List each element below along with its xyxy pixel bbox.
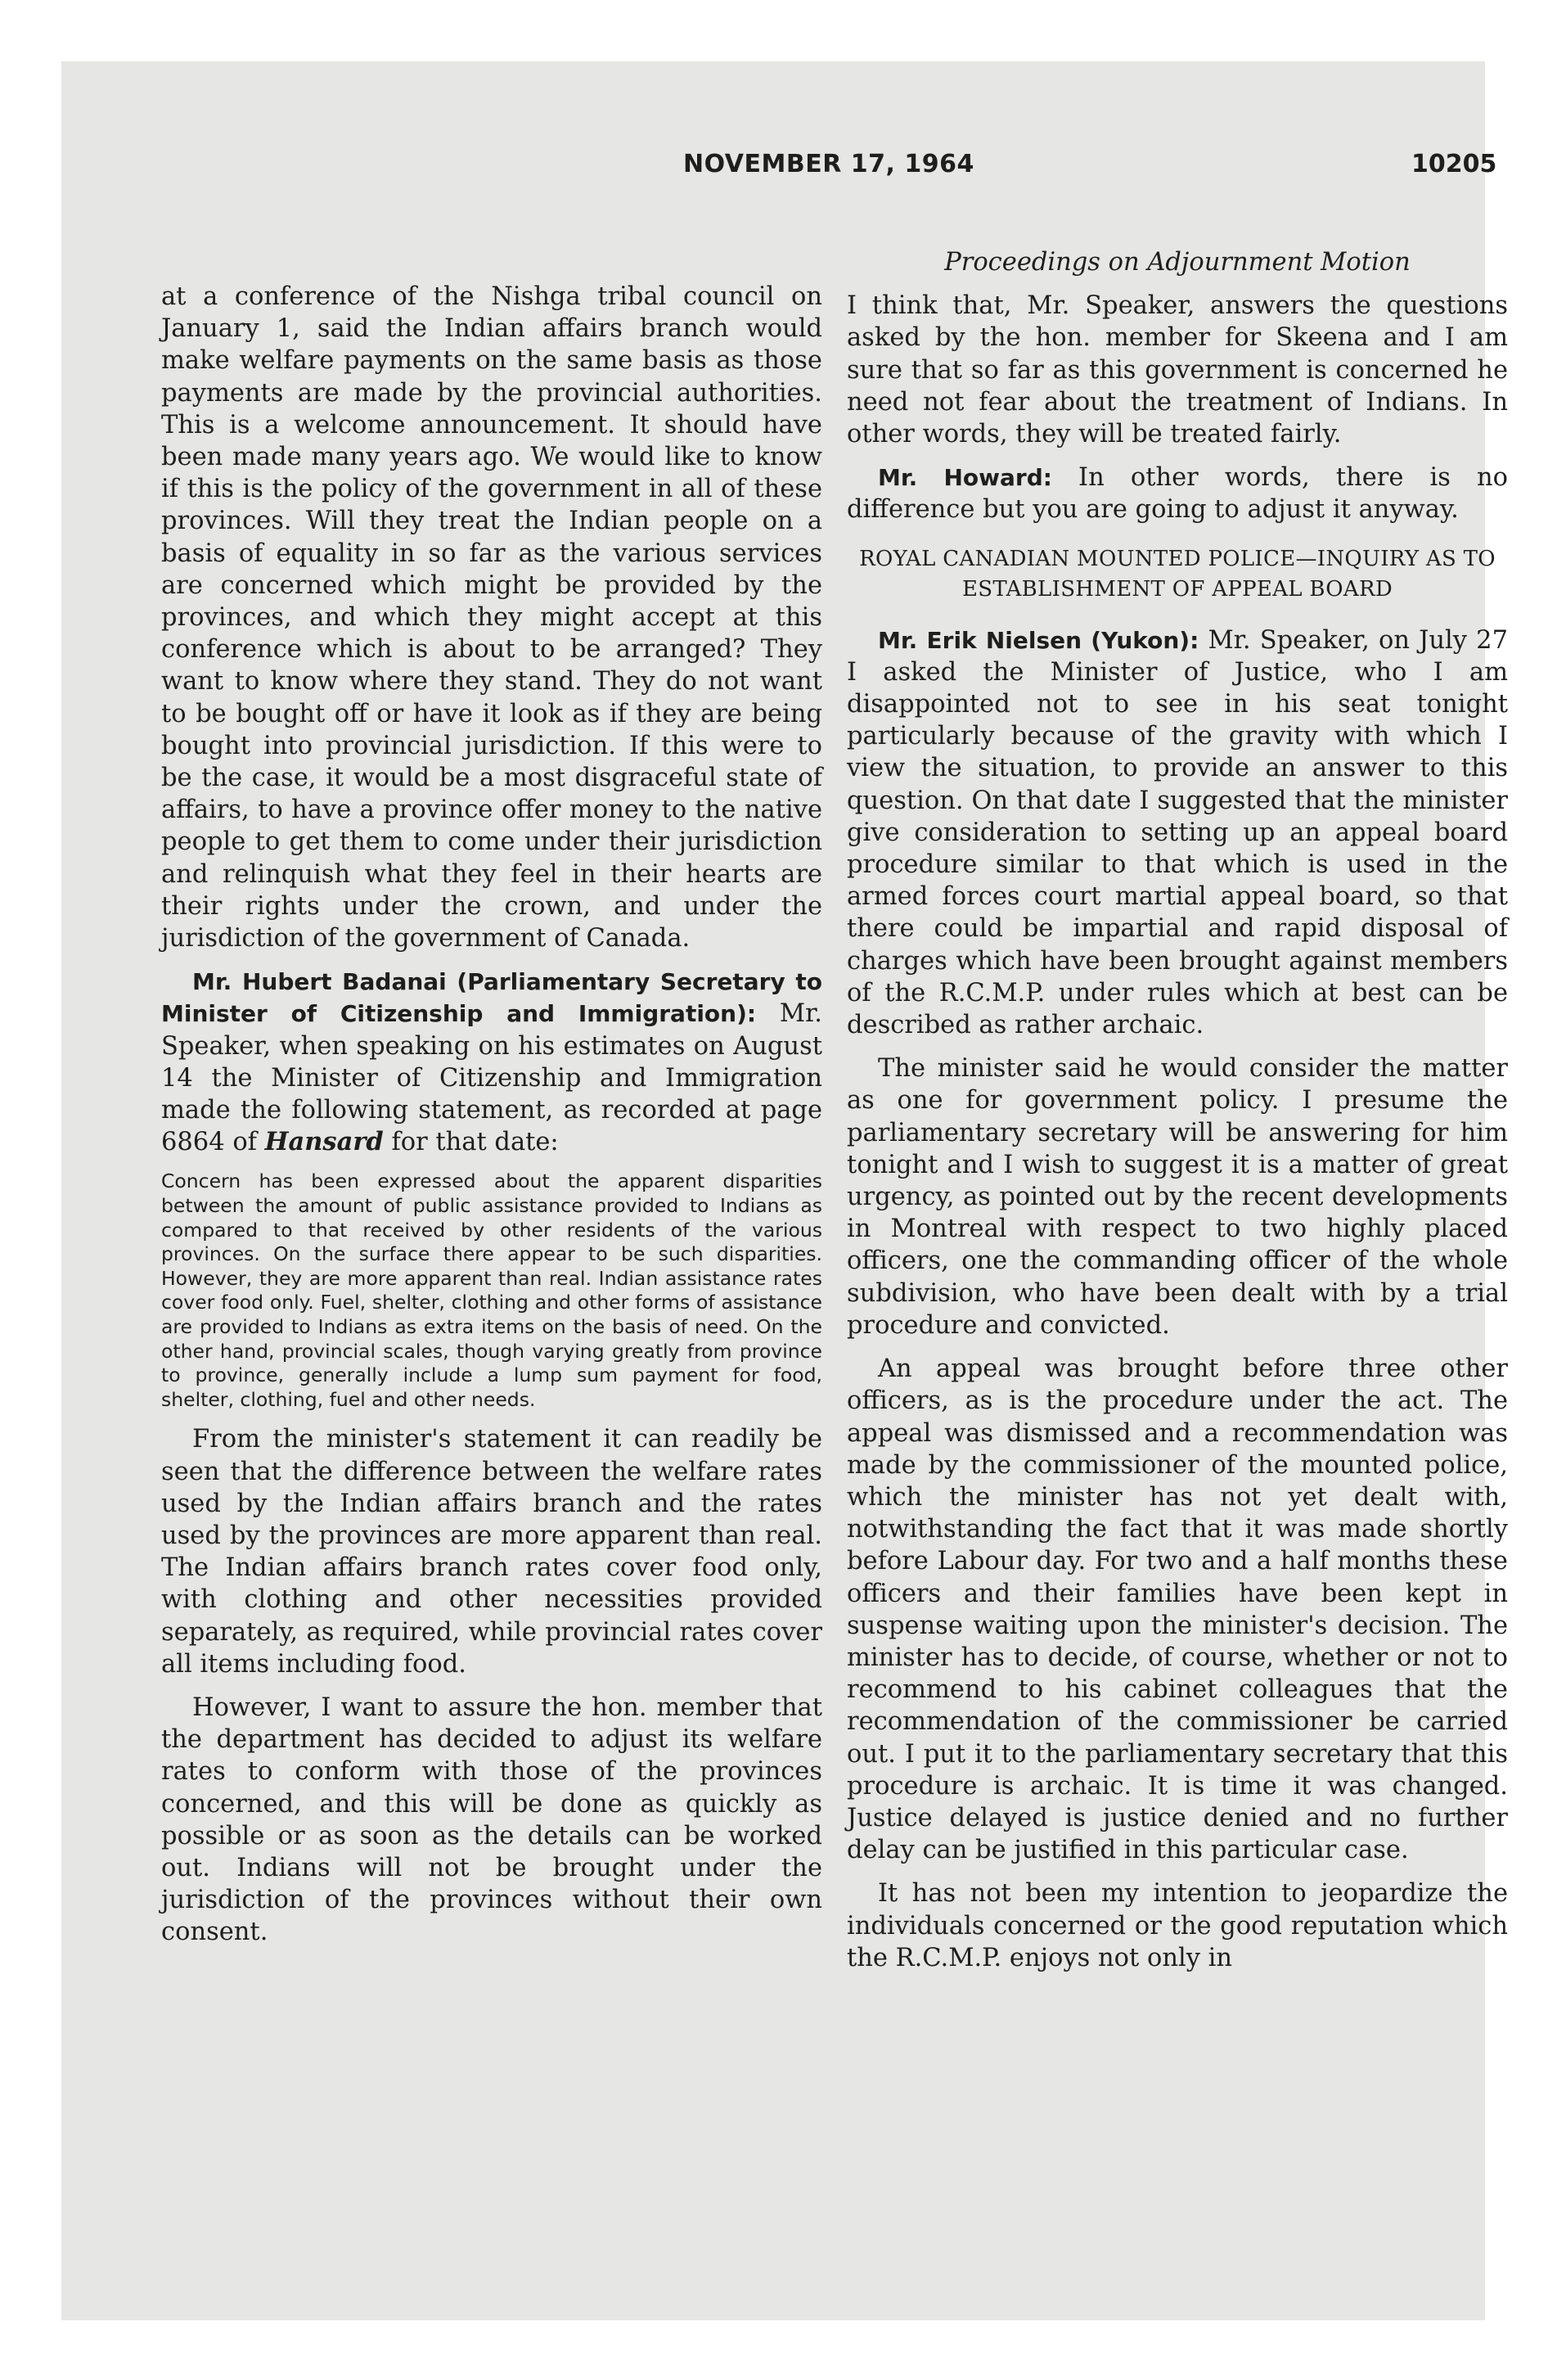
paragraph-minister-said: The minister said he would consider the matter as one for government policy. I presume the parliamentary secretary will be answering for him tonight and I wish to suggest it is a matter of great urgency, as pointed out by the recent developments in Montreal with respect to two highly placed officers, one the commanding officer of the whole subdivision, who have been dealt with by a trial procedure and convicted.	[847, 1054, 1508, 1340]
right-column	[847, 246, 1508, 1986]
badanai-text-end: for that date:	[383, 1128, 559, 1157]
page-number: 10205	[1411, 150, 1497, 178]
paragraph-badanai	[161, 966, 822, 1158]
paragraph-howard	[847, 462, 1508, 525]
running-title: Proceedings on Adjournment Motion	[944, 248, 1411, 277]
paragraph-nishga: at a conference of the Nishga tribal council on January 1, said the Indian affairs branch would make welfare payments on the same basis as those payments are made by the provincial authorities. This is a welcome announcement. It should have been made many years ago. We would like to know if this is the policy of the government in all of these provinces. Will they treat the Indian people on a basis of equality in so far as the various services are concerned which might be provided by the provinces, and which they might accept at this conference which is about to be arranged? They want to know where they stand. They do not want to be bought off or have it look as if they are being bought into provincial jurisdiction. If this were to be the case, it would be a most disgraceful state of affairs, to have a province offer money to the native people to get them to come under their jurisdiction and relinquish what they feel in their hearts are their rights under the crown, and under the jurisdiction of the government of Canada.	[161, 282, 822, 953]
speaker-badanai: Mr. Hubert Badanai (Parliamentary Secretary to Minister of Citizenship and Immigration):	[161, 968, 822, 1028]
section-heading: ROYAL CANADIAN MOUNTED POLICE—INQUIRY AS TO ESTABLISHMENT OF APPEAL BOARD	[859, 546, 1496, 602]
paragraph-intention: It has not been my intention to jeopardize the individuals concerned or the good reputation which the R.C.M.P. enjoys not only in	[847, 1879, 1508, 1972]
header-date: NOVEMBER 17, 1964	[683, 150, 974, 178]
quoted-statement: Concern has been expressed about the apparent disparities between the amount of public assistance provided to Indians as compared to that received by other residents of the various provinces. On the surface there appear to be such disparities. However, they are more apparent than real. Indian assistance rates cover food only. Fuel, shelter, clothing and other forms of assistance are provided to Indians as extra items on the basis of need. On the other hand, provincial scales, though varying greatly from province to province, generally include a lump sum payment for food, shelter, clothing, fuel and other needs.	[161, 1170, 822, 1411]
page-sheet	[61, 61, 1509, 2320]
paragraph-minister-statement: From the minister's statement it can readily be seen that the difference between the welfare rates used by the Indian affairs branch and the rates used by the provinces are more apparent than real. The Indian affairs branch rates cover food only, with clothing and other necessities provided separately, as required, while provincial rates cover all items including food.	[161, 1425, 822, 1679]
paragraph-assurance: However, I want to assure the hon. member that the department has decided to adjust its welfare rates to conform with those of the provinces concerned, and this will be done as quickly as possible or as soon as the details can be worked out. Indians will not be brought under the jurisdiction of the provinces without their own consent.	[161, 1693, 822, 1947]
paragraph-appeal: An appeal was brought before three other officers, as is the procedure under the act. The appeal was dismissed and a recommendation was made by the commissioner of the mounted police, which the minister has not yet dealt with, notwithstanding the fact that it was made shortly before Labour day. For two and a half months these officers and their families have been kept in suspense waiting upon the minister's decision. The minister has to decide, of course, whether or not to recommend to his cabinet colleagues that the recommendation of the commissioner be carried out. I put it to the parliamentary secretary that this procedure is archaic. It is time it was changed. Justice delayed is justice denied and no further delay can be justified in this particular case.	[847, 1355, 1508, 1865]
hansard-italic: Hansard	[264, 1127, 384, 1157]
speaker-nielsen: Mr. Erik Nielsen (Yukon):	[878, 626, 1199, 654]
nielsen-text: Mr. Speaker, on July 27 I asked the Minister of Justice, who I am disappointed not to see in his seat tonight particularly because of the gravity with which I view the situation, to provide an answer to this question. On that date I suggested that the minister give consideration to setting up an appeal board procedure similar to that which is used in the armed forces court martial appeal board, so that there could be impartial and rapid disposal of charges which have been brought against members of the R.C.M.P. under rules which at best can be described as rather archaic.	[847, 625, 1508, 1040]
paragraph-nielsen	[847, 624, 1508, 1042]
speaker-howard: Mr. Howard:	[878, 464, 1052, 492]
paragraph-answers: I think that, Mr. Speaker, answers the questions asked by the hon. member for Skeena and I am sure that so far as this government is concerned he need not fear about the treatment of Indians. In other words, they will be treated fairly.	[847, 291, 1508, 449]
left-column	[161, 281, 822, 1960]
howard-text: In other words, there is no difference but you are going to adjust it anyway.	[847, 463, 1509, 525]
badanai-text: Mr. Speaker, when speaking on his estimates on August 14 the Minister of Citizenship and Immigration made the following statement, as recorded at page 6864 of	[161, 999, 822, 1157]
